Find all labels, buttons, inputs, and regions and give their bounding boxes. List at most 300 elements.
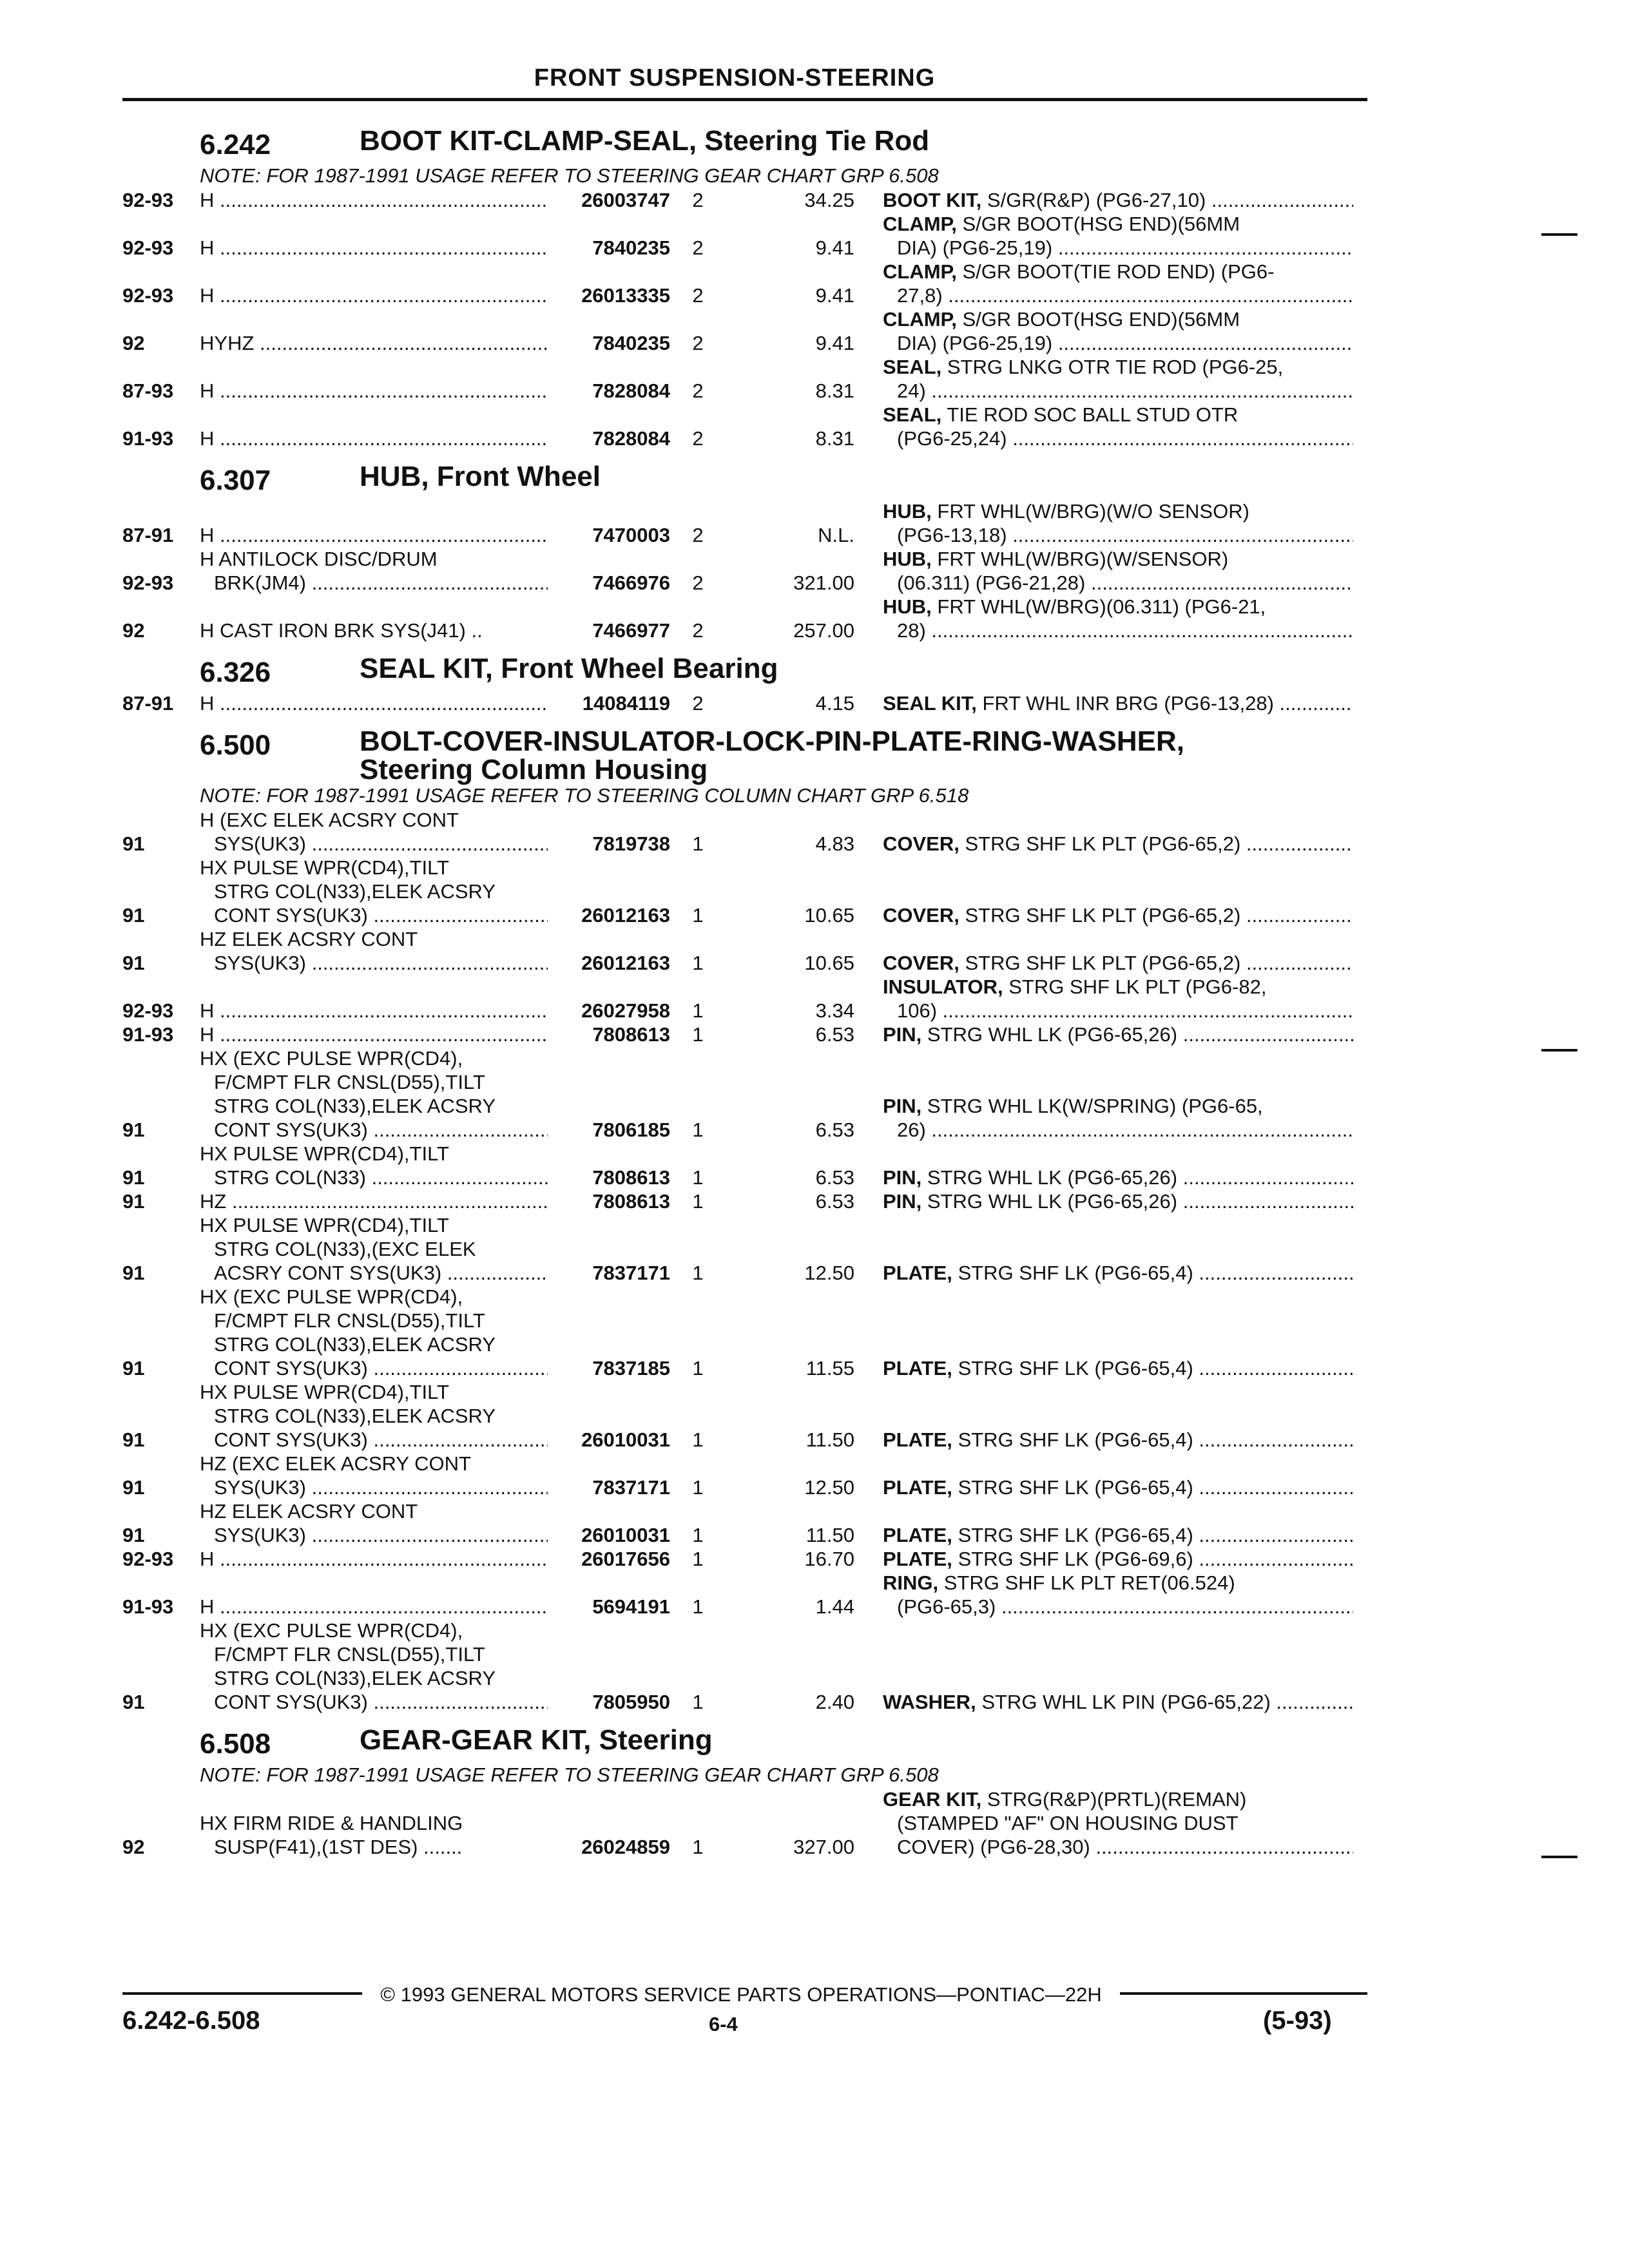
quantity: 2 bbox=[692, 332, 704, 354]
quantity: 1 bbox=[692, 1119, 704, 1141]
part-name bbox=[883, 1428, 1353, 1452]
part-name-line: 28) ..... bbox=[883, 619, 1353, 642]
model-year: 91 bbox=[122, 1691, 145, 1713]
part-name-keyword: PIN, bbox=[883, 1023, 922, 1046]
part-name-keyword: GEAR KIT, bbox=[883, 1788, 982, 1811]
application-description bbox=[200, 808, 548, 856]
part-name-line bbox=[883, 832, 1353, 856]
list-price: 10.65 bbox=[804, 904, 854, 927]
part-name bbox=[883, 1356, 1353, 1380]
part-name bbox=[883, 403, 1353, 450]
application-description bbox=[200, 236, 548, 260]
section-title: BOLT-COVER-INSULATOR-LOCK-PIN-PLATE-RING-WASHER, bbox=[360, 726, 1184, 757]
part-name bbox=[883, 260, 1353, 307]
part-name-detail: STRG SHF LK (PG6-65,4) bbox=[958, 1476, 1193, 1499]
model-year: 91 bbox=[122, 832, 145, 855]
application-line: H ANTILOCK DISC/DRUM bbox=[200, 548, 438, 570]
parts-row bbox=[122, 1452, 1366, 1499]
application-line: STRG COL(N33),ELEK ACSRY bbox=[214, 880, 496, 903]
model-year: 92-93 bbox=[122, 999, 174, 1022]
application-line: CONT SYS(UK3) ..... bbox=[200, 1356, 548, 1380]
part-name bbox=[883, 691, 1353, 715]
part-name-keyword: SEAL, bbox=[883, 356, 942, 378]
section-note: NOTE: FOR 1987-1991 USAGE REFER TO STEERING GEAR CHART GRP 6.508 bbox=[200, 164, 939, 187]
part-name-line: 24) ..... bbox=[883, 379, 1353, 403]
list-price: 10.65 bbox=[804, 952, 854, 974]
part-name-line: 26) ..... bbox=[883, 1118, 1353, 1142]
part-name bbox=[883, 355, 1353, 403]
section-heading bbox=[122, 727, 1366, 783]
application-line: HX PULSE WPR(CD4),TILT bbox=[200, 1214, 449, 1236]
quantity: 2 bbox=[692, 619, 704, 642]
list-price: 8.31 bbox=[815, 380, 854, 402]
section-number: 6.326 bbox=[200, 657, 271, 688]
application-line: H ..... bbox=[200, 236, 548, 260]
part-name-detail: STRG WHL LK (PG6-65,26) bbox=[927, 1166, 1178, 1189]
part-name-detail: STRG WHL LK PIN (PG6-65,22) bbox=[981, 1691, 1271, 1713]
section-number: 6.508 bbox=[200, 1728, 271, 1760]
model-year: 91-93 bbox=[122, 1023, 174, 1046]
list-price: 3.34 bbox=[815, 999, 854, 1022]
part-name-detail: FRT WHL(W/BRG)(W/SENSOR) bbox=[937, 548, 1229, 570]
model-year: 87-91 bbox=[122, 692, 174, 715]
list-price: 4.15 bbox=[815, 692, 854, 715]
application-description bbox=[200, 1619, 548, 1714]
part-name-keyword: BOOT KIT, bbox=[883, 189, 982, 211]
application-description bbox=[200, 1046, 548, 1142]
part-name-line bbox=[883, 547, 1353, 571]
part-number: 7808613 bbox=[592, 1166, 670, 1189]
list-price: 16.70 bbox=[804, 1548, 854, 1570]
part-name-line bbox=[883, 307, 1353, 331]
model-year: 91 bbox=[122, 1190, 145, 1213]
part-name bbox=[883, 975, 1353, 1023]
parts-row bbox=[122, 307, 1366, 355]
application-description bbox=[200, 1213, 548, 1285]
parts-row bbox=[122, 1023, 1366, 1046]
part-name-keyword: PLATE, bbox=[883, 1548, 952, 1570]
part-name-detail: FRT WHL INR BRG (PG6-13,28) bbox=[982, 692, 1274, 715]
list-price: 8.31 bbox=[815, 427, 854, 450]
section-number: 6.242 bbox=[200, 129, 271, 160]
part-name-line: (PG6-25,24) ..... bbox=[883, 427, 1353, 450]
part-name-keyword: CLAMP, bbox=[883, 213, 957, 235]
application-description bbox=[200, 619, 548, 642]
application-line: H ..... bbox=[200, 379, 548, 403]
part-number: 7828084 bbox=[592, 380, 670, 402]
part-name bbox=[883, 1547, 1353, 1571]
application-line: STRG COL(N33) ..... bbox=[200, 1166, 548, 1189]
list-price: 34.25 bbox=[804, 189, 854, 211]
margin-tick-mark bbox=[1541, 233, 1577, 236]
part-number: 7806185 bbox=[592, 1119, 670, 1141]
part-name-keyword: PLATE, bbox=[883, 1357, 952, 1379]
model-year: 91 bbox=[122, 1357, 145, 1379]
application-description bbox=[200, 331, 548, 355]
application-description bbox=[200, 1452, 548, 1499]
part-name-detail: FRT WHL(W/BRG)(06.311) (PG6-21, bbox=[937, 595, 1266, 618]
part-name bbox=[883, 1094, 1353, 1142]
application-line: HYHZ ..... bbox=[200, 331, 548, 355]
part-name-keyword: SEAL, bbox=[883, 403, 942, 426]
part-name-line: COVER) (PG6-28,30) ..... bbox=[883, 1835, 1353, 1859]
application-description bbox=[200, 1189, 548, 1213]
part-name-line bbox=[883, 1690, 1353, 1714]
part-number: 7466976 bbox=[592, 572, 670, 594]
application-description bbox=[200, 999, 548, 1023]
margin-tick-mark bbox=[1541, 1049, 1577, 1052]
part-number: 26017656 bbox=[581, 1548, 670, 1570]
part-number: 7837185 bbox=[592, 1357, 670, 1379]
part-name-line bbox=[883, 1356, 1353, 1380]
parts-row bbox=[122, 927, 1366, 975]
model-year: 91 bbox=[122, 1524, 145, 1546]
part-name-detail: STRG SHF LK (PG6-69,6) bbox=[958, 1548, 1193, 1570]
part-name-line bbox=[883, 188, 1353, 212]
part-name-line: (PG6-13,18) ..... bbox=[883, 523, 1353, 547]
section-subtitle: Steering Column Housing bbox=[360, 754, 708, 785]
quantity: 2 bbox=[692, 524, 704, 546]
application-line: H ..... bbox=[200, 523, 548, 547]
part-name-detail: STRG WHL LK(W/SPRING) (PG6-65, bbox=[927, 1095, 1263, 1117]
part-name-detail: STRG SHF LK (PG6-65,4) bbox=[958, 1357, 1193, 1379]
application-line: H CAST IRON BRK SYS(J41) .. bbox=[200, 619, 483, 642]
part-name-keyword: HUB, bbox=[883, 548, 932, 570]
parts-row bbox=[122, 403, 1366, 450]
part-name-keyword: PLATE, bbox=[883, 1524, 952, 1546]
parts-row bbox=[122, 499, 1366, 547]
part-name bbox=[883, 903, 1353, 927]
part-name-line bbox=[883, 975, 1353, 999]
part-number: 26027958 bbox=[581, 999, 670, 1022]
section-title: GEAR-GEAR KIT, Steering bbox=[360, 1724, 713, 1756]
part-name-line: 27,8) ..... bbox=[883, 284, 1353, 307]
list-price: 1.44 bbox=[815, 1595, 854, 1618]
part-number: 7805950 bbox=[592, 1691, 670, 1713]
application-line: SYS(UK3) ..... bbox=[200, 832, 548, 856]
header-rule bbox=[122, 98, 1367, 101]
list-price: N.L. bbox=[818, 524, 854, 546]
application-line: H ..... bbox=[200, 188, 548, 212]
application-line: H ..... bbox=[200, 284, 548, 307]
part-name-keyword: HUB, bbox=[883, 500, 932, 523]
model-year: 87-93 bbox=[122, 380, 174, 402]
model-year: 91 bbox=[122, 904, 145, 927]
part-number: 7828084 bbox=[592, 427, 670, 450]
margin-tick-mark bbox=[1541, 1856, 1577, 1858]
parts-row bbox=[122, 260, 1366, 307]
list-price: 11.50 bbox=[805, 1428, 854, 1451]
model-year: 91 bbox=[122, 1262, 145, 1284]
quantity: 1 bbox=[692, 1476, 704, 1499]
part-number: 26012163 bbox=[581, 904, 670, 927]
section-title: BOOT KIT-CLAMP-SEAL, Steering Tie Rod bbox=[360, 125, 930, 157]
part-name-keyword: INSULATOR, bbox=[883, 975, 1003, 998]
application-description bbox=[200, 856, 548, 927]
part-name-line bbox=[883, 499, 1353, 523]
section-number: 6.307 bbox=[200, 465, 271, 496]
part-number: 14084119 bbox=[582, 692, 670, 715]
section-heading-text bbox=[360, 1725, 1366, 1763]
application-description bbox=[200, 523, 548, 547]
model-year: 92 bbox=[122, 619, 145, 642]
section-heading bbox=[122, 126, 1366, 164]
quantity: 1 bbox=[692, 1595, 704, 1618]
part-name-line: (PG6-65,3) ..... bbox=[883, 1595, 1353, 1619]
page-title: FRONT SUSPENSION-STEERING bbox=[534, 64, 936, 91]
part-name bbox=[883, 307, 1353, 355]
section-heading-text bbox=[360, 462, 1366, 499]
part-name-keyword: PIN, bbox=[883, 1095, 922, 1117]
application-description bbox=[200, 1023, 548, 1046]
model-year: 92-93 bbox=[122, 1548, 174, 1570]
part-name bbox=[883, 1690, 1353, 1714]
part-number: 26003747 bbox=[581, 189, 670, 211]
part-name bbox=[883, 1787, 1353, 1859]
part-name-line bbox=[883, 260, 1353, 284]
list-price: 321.00 bbox=[793, 572, 854, 594]
model-year: 92-93 bbox=[122, 284, 174, 307]
part-name-detail: STRG SHF LK PLT (PG6-65,2) bbox=[965, 832, 1241, 855]
application-line: HZ ELEK ACSRY CONT bbox=[200, 1500, 418, 1523]
parts-row bbox=[122, 1285, 1366, 1380]
application-description bbox=[200, 1811, 548, 1859]
part-name-line bbox=[883, 691, 1353, 715]
part-number: 26010031 bbox=[581, 1524, 670, 1546]
part-name-line bbox=[883, 1023, 1353, 1046]
part-number: 7840235 bbox=[592, 332, 670, 354]
part-name-line bbox=[883, 1166, 1353, 1189]
model-year: 91 bbox=[122, 1428, 145, 1451]
parts-row bbox=[122, 355, 1366, 403]
quantity: 2 bbox=[692, 189, 704, 211]
list-price: 327.00 bbox=[793, 1836, 854, 1858]
section-title: HUB, Front Wheel bbox=[360, 461, 601, 492]
part-name bbox=[883, 1523, 1353, 1547]
part-name-line bbox=[883, 1523, 1353, 1547]
part-name-keyword: RING, bbox=[883, 1571, 939, 1594]
footer-copyright: © 1993 GENERAL MOTORS SERVICE PARTS OPERATIONS—PONTIAC—22H bbox=[380, 1983, 1102, 2006]
part-name bbox=[883, 1261, 1353, 1285]
part-number: 7837171 bbox=[592, 1476, 670, 1499]
application-description bbox=[200, 1499, 548, 1547]
application-description bbox=[200, 1285, 548, 1380]
part-name bbox=[883, 1571, 1353, 1619]
part-number: 26010031 bbox=[581, 1428, 670, 1451]
parts-row bbox=[122, 212, 1366, 260]
part-name-keyword: PLATE, bbox=[883, 1262, 952, 1284]
application-description bbox=[200, 427, 548, 450]
part-name-line: (06.311) (PG6-21,28) ..... bbox=[883, 571, 1353, 595]
part-name-line: DIA) (PG6-25,19) ..... bbox=[883, 331, 1353, 355]
part-name-keyword: PLATE, bbox=[883, 1476, 952, 1499]
application-description bbox=[200, 547, 548, 595]
quantity: 1 bbox=[692, 1023, 704, 1046]
part-name-line bbox=[883, 951, 1353, 975]
list-price: 6.53 bbox=[815, 1119, 854, 1141]
quantity: 1 bbox=[692, 1524, 704, 1546]
part-name-detail: STRG(R&P)(PRTL)(REMAN) bbox=[987, 1788, 1247, 1811]
part-name-line bbox=[883, 1571, 1353, 1595]
part-name-keyword: WASHER, bbox=[883, 1691, 976, 1713]
model-year: 87-91 bbox=[122, 524, 174, 546]
section-heading-text bbox=[360, 126, 1366, 164]
parts-row bbox=[122, 1787, 1366, 1859]
application-line: HZ ..... bbox=[200, 1189, 548, 1213]
parts-row bbox=[122, 1499, 1366, 1547]
part-name-keyword: COVER, bbox=[883, 952, 959, 974]
application-description bbox=[200, 691, 548, 715]
application-description bbox=[200, 188, 548, 212]
part-name-keyword: SEAL KIT, bbox=[883, 692, 977, 715]
part-name-detail: S/GR(R&P) (PG6-27,10) bbox=[987, 189, 1206, 211]
quantity: 1 bbox=[692, 832, 704, 855]
list-price: 6.53 bbox=[815, 1166, 854, 1189]
part-name-keyword: PIN, bbox=[883, 1166, 922, 1189]
parts-row bbox=[122, 808, 1366, 856]
parts-row bbox=[122, 1142, 1366, 1189]
part-name-detail: STRG WHL LK (PG6-65,26) bbox=[927, 1023, 1178, 1046]
model-year: 92 bbox=[122, 1836, 145, 1858]
quantity: 1 bbox=[692, 952, 704, 974]
application-line: H ..... bbox=[200, 1595, 548, 1619]
catalog-content bbox=[122, 115, 1366, 1859]
part-name bbox=[883, 547, 1353, 595]
quantity: 1 bbox=[692, 1836, 704, 1858]
application-line: HX FIRM RIDE & HANDLING bbox=[200, 1812, 463, 1834]
application-line: STRG COL(N33),(EXC ELEK bbox=[214, 1238, 476, 1260]
model-year: 91 bbox=[122, 1476, 145, 1499]
footer-group-range: 6.242-6.508 bbox=[122, 2006, 260, 2035]
part-name-keyword: COVER, bbox=[883, 904, 959, 927]
application-description bbox=[200, 1547, 548, 1571]
list-price: 6.53 bbox=[815, 1190, 854, 1213]
parts-row bbox=[122, 188, 1366, 212]
part-name-line bbox=[883, 1475, 1353, 1499]
part-number: 5694191 bbox=[592, 1595, 670, 1618]
application-line: HX PULSE WPR(CD4),TILT bbox=[200, 1142, 449, 1165]
part-name bbox=[883, 832, 1353, 856]
parts-row bbox=[122, 1619, 1366, 1714]
footer-revision-date: (5-93) bbox=[1263, 2006, 1332, 2035]
section-number: 6.500 bbox=[200, 729, 271, 761]
part-name-detail: S/GR BOOT(HSG END)(56MM bbox=[962, 308, 1240, 331]
model-year: 92-93 bbox=[122, 236, 174, 259]
part-name-line bbox=[883, 595, 1353, 619]
application-description bbox=[200, 284, 548, 307]
list-price: 12.50 bbox=[804, 1262, 854, 1284]
part-name-keyword: COVER, bbox=[883, 832, 959, 855]
part-name-keyword: HUB, bbox=[883, 595, 932, 618]
part-name bbox=[883, 499, 1353, 547]
part-name-detail: STRG SHF LK (PG6-65,4) bbox=[958, 1524, 1193, 1546]
list-price: 2.40 bbox=[815, 1691, 854, 1713]
part-name bbox=[883, 212, 1353, 260]
list-price: 11.50 bbox=[805, 1524, 854, 1546]
quantity: 2 bbox=[692, 572, 704, 594]
footer-page-number: 6-4 bbox=[709, 2013, 738, 2035]
section-heading bbox=[122, 1725, 1366, 1763]
application-description bbox=[200, 1380, 548, 1452]
part-name-detail: STRG SHF LK PLT RET(06.524) bbox=[943, 1571, 1235, 1594]
quantity: 1 bbox=[692, 1190, 704, 1213]
list-price: 9.41 bbox=[815, 236, 854, 259]
part-name-detail: STRG SHF LK (PG6-65,4) bbox=[958, 1428, 1193, 1451]
application-line: SUSP(F41),(1ST DES) ....... bbox=[214, 1836, 463, 1858]
part-name-line bbox=[883, 403, 1353, 427]
application-line: HX (EXC PULSE WPR(CD4), bbox=[200, 1285, 463, 1308]
parts-row bbox=[122, 1380, 1366, 1452]
footer-rule-right bbox=[1120, 1992, 1367, 1995]
part-name bbox=[883, 1189, 1353, 1213]
section-title: SEAL KIT, Front Wheel Bearing bbox=[360, 653, 778, 684]
list-price: 6.53 bbox=[815, 1023, 854, 1046]
application-line: CONT SYS(UK3) ..... bbox=[200, 1118, 548, 1142]
part-name-detail: STRG SHF LK PLT (PG6-82, bbox=[1008, 975, 1267, 998]
application-line: HX (EXC PULSE WPR(CD4), bbox=[200, 1047, 463, 1070]
application-description bbox=[200, 1595, 548, 1619]
model-year: 91 bbox=[122, 952, 145, 974]
application-line: STRG COL(N33),ELEK ACSRY bbox=[214, 1333, 496, 1356]
quantity: 2 bbox=[692, 380, 704, 402]
list-price: 9.41 bbox=[815, 332, 854, 354]
application-description bbox=[200, 379, 548, 403]
part-number: 26024859 bbox=[581, 1836, 670, 1858]
application-line: H ..... bbox=[200, 427, 548, 450]
application-line: HZ (EXC ELEK ACSRY CONT bbox=[200, 1452, 471, 1475]
part-number: 26012163 bbox=[581, 952, 670, 974]
part-name-line bbox=[883, 1094, 1353, 1118]
quantity: 1 bbox=[692, 999, 704, 1022]
part-name-keyword: CLAMP, bbox=[883, 260, 957, 283]
application-line: BRK(JM4) ..... bbox=[200, 571, 548, 595]
part-number: 26013335 bbox=[581, 284, 670, 307]
parts-row bbox=[122, 975, 1366, 1023]
model-year: 91-93 bbox=[122, 1595, 174, 1618]
application-line: F/CMPT FLR CNSL(D55),TILT bbox=[214, 1643, 485, 1666]
quantity: 2 bbox=[692, 427, 704, 450]
list-price: 257.00 bbox=[793, 619, 854, 642]
application-line: STRG COL(N33),ELEK ACSRY bbox=[214, 1667, 496, 1689]
part-name-detail: S/GR BOOT(TIE ROD END) (PG6- bbox=[962, 260, 1275, 283]
part-name-detail: STRG LNKG OTR TIE ROD (PG6-25, bbox=[947, 356, 1284, 378]
list-price: 9.41 bbox=[815, 284, 854, 307]
parts-row bbox=[122, 595, 1366, 642]
application-description bbox=[200, 1142, 548, 1189]
quantity: 1 bbox=[692, 1691, 704, 1713]
parts-row bbox=[122, 856, 1366, 927]
application-line: STRG COL(N33),ELEK ACSRY bbox=[214, 1095, 496, 1117]
model-year: 91-93 bbox=[122, 427, 174, 450]
part-name-line bbox=[883, 903, 1353, 927]
part-name-line: DIA) (PG6-25,19) ..... bbox=[883, 236, 1353, 260]
quantity: 1 bbox=[692, 1357, 704, 1379]
application-description bbox=[200, 927, 548, 975]
part-name-keyword: CLAMP, bbox=[883, 308, 957, 331]
section-heading bbox=[122, 462, 1366, 499]
part-name bbox=[883, 188, 1353, 212]
quantity: 1 bbox=[692, 1428, 704, 1451]
parts-row bbox=[122, 1046, 1366, 1142]
part-name bbox=[883, 1475, 1353, 1499]
part-name-detail: STRG WHL LK (PG6-65,26) bbox=[927, 1190, 1178, 1213]
application-line: H (EXC ELEK ACSRY CONT bbox=[200, 809, 459, 831]
part-number: 7837171 bbox=[592, 1262, 670, 1284]
part-name-keyword: PLATE, bbox=[883, 1428, 952, 1451]
parts-row bbox=[122, 691, 1366, 715]
application-line: STRG COL(N33),ELEK ACSRY bbox=[214, 1405, 496, 1427]
application-line: F/CMPT FLR CNSL(D55),TILT bbox=[214, 1309, 485, 1332]
